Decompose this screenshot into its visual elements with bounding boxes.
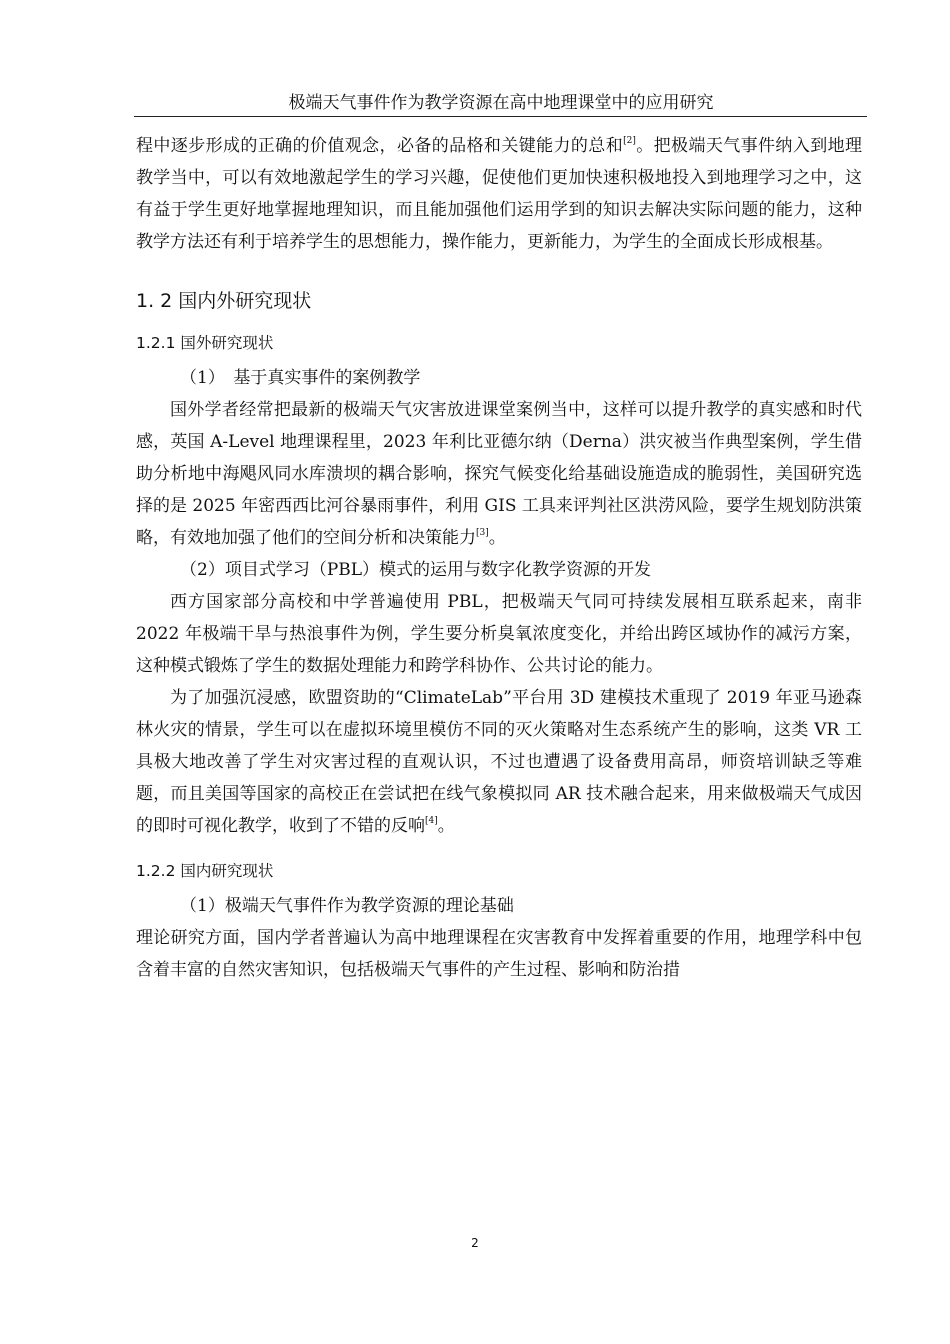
paragraph-end: 。 xyxy=(437,816,455,836)
section-heading-1-2: 1. 2 国内外研究现状 xyxy=(136,290,312,312)
paragraph-text: 为了加强沉浸感，欧盟资助的“ClimateLab”平台用 3D 建模技术重现了 2019 年亚马逊森林火灾的情景，学生可以在虚拟环境里模仿不同的灭火策略对生态系统产生的影响，这类 VR 工具极大地改善了学生对灾害过程的直观认识，不过也遭遇了设备费用高昂，师资培训缺乏等难题，而且美国等国家的高校正在尝试把在线气象模拟同 AR 技术融合起来，用来做极端天气成因的即时可视化教学，收到了不错的反响 xyxy=(136,688,862,836)
item-title-theory-basis: （1）极端天气事件作为教学资源的理论基础 xyxy=(180,896,514,916)
page-number: 2 xyxy=(471,1236,479,1250)
paragraph-case-teaching xyxy=(136,394,862,554)
subsection-heading-1-2-2: 1.2.2 国内研究现状 xyxy=(136,862,274,880)
citation-3: [3] xyxy=(476,528,489,538)
citation-4: [4] xyxy=(425,816,438,826)
subsection-heading-1-2-1: 1.2.1 国外研究现状 xyxy=(136,334,274,352)
intro-text-after: 。把极端天气事件纳入到地理教学当中，可以有效地激起学生的学习兴趣，促使他们更加快速积极地投入到地理学习之中，这有益于学生更好地掌握地理知识，而且能加强他们运用学到的知识去解决实际问题的能力，这种教学方法还有利于培养学生的思想能力，操作能力，更新能力，为学生的全面成长形成根基。 xyxy=(136,136,863,252)
paragraph-end: 。 xyxy=(488,528,506,548)
paragraph-pbl: 西方国家部分高校和中学普遍使用 PBL，把极端天气同可持续发展相互联系起来，南非 2022 年极端干旱与热浪事件为例，学生要分析臭氧浓度变化，并给出跨区域协作的减污方案，这种模式锻炼了学生的数据处理能力和跨学科协作、公共讨论的能力。 xyxy=(136,592,862,676)
intro-text: 程中逐步形成的正确的价值观念，必备的品格和关键能力的总和 xyxy=(136,136,624,156)
header-rule xyxy=(134,116,867,117)
paragraph-text: 国外学者经常把最新的极端天气灾害放进课堂案例当中，这样可以提升教学的真实感和时代感，英国 A-Level 地理课程里，2023 年利比亚德尔纳（Derna）洪灾被当作典型案例，学生借助分析地中海飓风同水库溃坝的耦合影响，探究气候变化给基础设施造成的脆弱性，美国研究选择的是 2025 年密西西比河谷暴雨事件，利用 GIS 工具来评判社区洪涝风险，要学生规划防洪策略，有效地加强了他们的空间分析和决策能力 xyxy=(136,400,862,548)
intro-paragraph xyxy=(136,130,862,258)
item-title-case-teaching: （1） 基于真实事件的案例教学 xyxy=(180,368,421,388)
paragraph-theory: 理论研究方面，国内学者普遍认为高中地理课程在灾害教育中发挥着重要的作用，地理学科中包含着丰富的自然灾害知识，包括极端天气事件的产生过程、影响和防治措 xyxy=(136,928,862,980)
item-title-pbl: （2）项目式学习（PBL）模式的运用与数字化教学资源的开发 xyxy=(180,560,652,580)
paragraph-climatelab xyxy=(136,682,862,842)
citation-2: [2] xyxy=(623,136,636,146)
page-body xyxy=(136,130,862,986)
running-header-title: 极端天气事件作为教学资源在高中地理课堂中的应用研究 xyxy=(288,93,714,113)
